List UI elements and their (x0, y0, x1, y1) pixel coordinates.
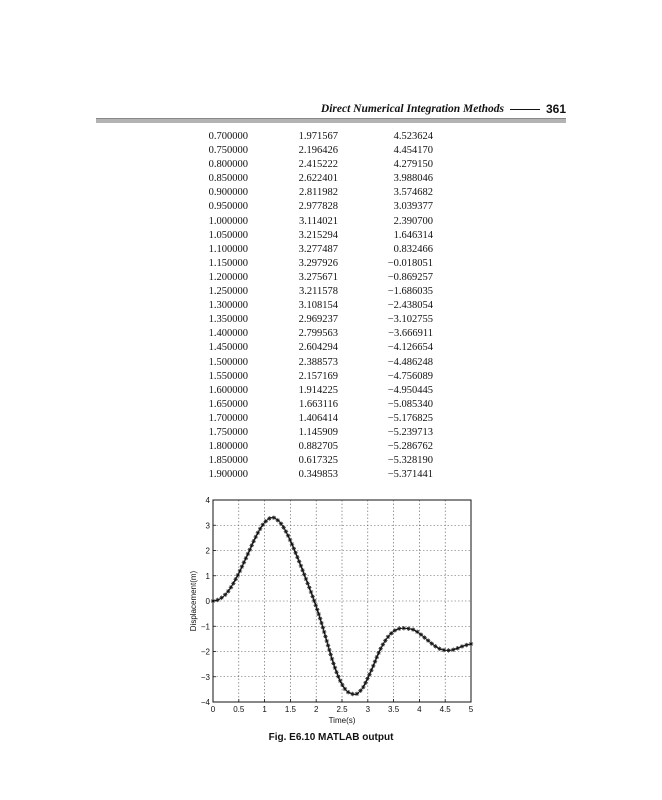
table-row (150, 243, 433, 257)
table-cell-velocity: −5.239713 (387, 426, 433, 438)
table-cell-displacement: 2.388573 (298, 356, 338, 368)
table-cell-time: 1.500000 (208, 356, 248, 368)
x-tick-label: 0 (210, 705, 216, 714)
series-marker (363, 681, 367, 685)
series-marker (371, 664, 375, 668)
table-cell-time: 0.750000 (208, 145, 248, 157)
table-cell-displacement: 2.415222 (298, 159, 338, 171)
series-marker (284, 529, 288, 533)
x-tick-label: 2 (313, 705, 319, 714)
table-cell-time: 1.400000 (208, 328, 248, 340)
series-marker (365, 676, 369, 680)
table-cell-velocity: −5.371441 (387, 469, 433, 481)
series-marker (314, 603, 318, 607)
series-marker (246, 552, 250, 556)
table-cell-displacement: 1.971567 (298, 131, 338, 142)
series-marker (373, 659, 377, 663)
series-marker (406, 626, 410, 630)
series-marker (264, 519, 268, 523)
y-tick-label: −4 (200, 698, 210, 707)
table-cell-time: 1.300000 (208, 300, 248, 312)
table-cell-displacement: 2.811982 (299, 187, 338, 199)
table-cell-velocity: −4.950445 (387, 384, 433, 396)
series-marker (328, 652, 332, 656)
table-row (150, 299, 433, 313)
table-row (150, 285, 433, 299)
series-marker (464, 643, 468, 647)
series-marker (238, 569, 242, 573)
series-marker (369, 668, 373, 672)
table-cell-time: 1.750000 (208, 426, 248, 438)
table-cell-velocity: 4.454170 (393, 145, 433, 157)
table-cell-time: 1.100000 (208, 243, 248, 255)
series-marker (419, 632, 423, 636)
table-cell-time: 1.850000 (208, 455, 248, 467)
series-marker (304, 577, 308, 581)
table-cell-displacement: 2.157169 (298, 370, 338, 382)
table-cell-displacement: 0.617325 (298, 455, 338, 467)
table-cell-time: 1.200000 (208, 271, 248, 283)
table-cell-displacement: 2.622401 (298, 173, 338, 185)
y-tick-label: −2 (200, 647, 210, 657)
displacement-plot (186, 494, 486, 730)
series-marker (317, 612, 321, 616)
series-marker (281, 525, 285, 529)
series-marker (319, 621, 323, 625)
table-cell-time: 1.000000 (208, 215, 248, 227)
table-cell-velocity: 3.039377 (393, 201, 433, 213)
series-marker (211, 599, 215, 603)
table-cell-displacement: 2.969237 (298, 314, 338, 326)
series-marker (336, 674, 340, 678)
series-marker (299, 564, 303, 568)
header-rule (96, 118, 566, 123)
table-row (150, 468, 433, 482)
series-marker (376, 651, 380, 655)
table-cell-time: 1.550000 (208, 370, 248, 382)
series-marker (248, 548, 252, 552)
data-table-body (150, 130, 433, 482)
series-marker (323, 634, 327, 638)
table-cell-time: 1.150000 (208, 257, 248, 269)
series-marker (318, 616, 322, 620)
series-marker (240, 565, 244, 569)
table-cell-time: 1.450000 (208, 342, 248, 354)
table-cell-time: 1.700000 (208, 412, 248, 424)
x-tick-label: 3.5 (388, 705, 400, 714)
series-marker (302, 572, 306, 576)
series-marker (295, 555, 299, 559)
y-tick-label: 4 (205, 496, 210, 505)
table-cell-velocity: 1.646314 (393, 229, 433, 241)
y-tick-label: −3 (200, 672, 210, 682)
x-axis-label: Time(s) (328, 716, 356, 725)
table-cell-displacement: 3.277487 (298, 243, 338, 255)
series-marker (279, 521, 283, 525)
series-marker (254, 535, 258, 539)
series-marker (350, 692, 354, 696)
x-tick-label: 4 (417, 705, 422, 714)
table-cell-time: 0.850000 (208, 173, 248, 185)
series-marker (375, 655, 379, 659)
table-cell-velocity: −5.176825 (387, 412, 433, 424)
table-cell-displacement: 3.108154 (298, 300, 338, 312)
series-marker (402, 626, 406, 630)
table-cell-velocity: −5.085340 (387, 398, 433, 410)
series-marker (244, 556, 248, 560)
series-marker (310, 594, 314, 598)
series-marker (215, 598, 219, 602)
table-row (150, 257, 433, 271)
table-row (150, 412, 433, 426)
table-cell-velocity: −5.286762 (387, 441, 433, 453)
y-tick-label: 1 (205, 571, 210, 581)
series-marker (233, 577, 237, 581)
table-cell-displacement: 1.406414 (298, 412, 338, 424)
data-table (150, 130, 433, 482)
series-marker (251, 539, 255, 543)
table-row (150, 356, 433, 370)
series-marker (292, 546, 296, 550)
series-marker (333, 666, 337, 670)
table-cell-time: 1.350000 (208, 314, 248, 326)
series-marker (297, 559, 301, 563)
table-cell-displacement: 2.196426 (298, 145, 338, 157)
table-cell-velocity: −4.756089 (387, 370, 433, 382)
table-cell-time: 0.800000 (208, 159, 248, 171)
table-cell-velocity: 3.988046 (393, 173, 433, 185)
table-cell-time: 1.250000 (208, 286, 248, 298)
table-cell-velocity: 3.574682 (393, 187, 433, 199)
table-row (150, 454, 433, 468)
series-marker (381, 642, 385, 646)
series-marker (386, 635, 390, 639)
table-cell-displacement: 0.349853 (298, 469, 338, 481)
x-tick-label: 1.5 (284, 705, 296, 714)
series-marker (307, 585, 311, 589)
series-marker (446, 648, 450, 652)
series-marker (322, 630, 326, 634)
running-title: Direct Numerical Integration Methods (320, 103, 504, 115)
table-cell-time: 0.700000 (208, 131, 248, 142)
series-marker (397, 626, 401, 630)
table-cell-time: 1.800000 (208, 441, 248, 453)
series-marker (330, 657, 334, 661)
table-cell-displacement: 3.275671 (298, 271, 338, 283)
table-row (150, 144, 433, 158)
series-marker (267, 516, 271, 520)
table-cell-velocity: −4.126654 (387, 342, 433, 354)
y-tick-label: 3 (205, 521, 210, 531)
table-row (150, 426, 433, 440)
series-marker (305, 581, 309, 585)
table-cell-displacement: 3.215294 (298, 229, 338, 241)
table-row (150, 271, 433, 285)
table-cell-displacement: 1.145909 (298, 426, 338, 438)
series-marker (355, 692, 359, 696)
table-row (150, 229, 433, 243)
running-head (96, 102, 566, 116)
table-cell-displacement: 2.799563 (298, 328, 338, 340)
x-tick-label: 3 (365, 705, 371, 714)
table-cell-velocity: 0.832466 (393, 243, 433, 255)
table-cell-displacement: 3.297926 (298, 257, 338, 269)
series-marker (326, 643, 330, 647)
table-cell-velocity: 4.523624 (393, 131, 433, 142)
plot-grid (213, 500, 471, 702)
series-marker (325, 639, 329, 643)
table-cell-time: 1.900000 (208, 469, 248, 481)
series-marker (293, 551, 297, 555)
table-cell-velocity: 4.279150 (393, 159, 433, 171)
table-row (150, 327, 433, 341)
running-head-dash (510, 109, 540, 110)
table-cell-time: 1.650000 (208, 398, 248, 410)
table-row (150, 130, 433, 144)
table-cell-time: 1.600000 (208, 384, 248, 396)
y-tick-label: 0 (205, 597, 210, 606)
table-cell-velocity: −2.438054 (387, 300, 433, 312)
series-marker (378, 646, 382, 650)
page-number: 361 (545, 102, 566, 116)
table-cell-displacement: 1.914225 (298, 384, 338, 396)
table-row (150, 440, 433, 454)
x-tick-label: 4.5 (439, 705, 451, 714)
y-axis-label: Displacement(m) (189, 570, 198, 632)
table-row (150, 384, 433, 398)
series-marker (451, 647, 455, 651)
series-marker (340, 683, 344, 687)
series-marker (361, 685, 365, 689)
table-cell-displacement: 0.882705 (298, 441, 338, 453)
table-cell-velocity: −5.328190 (387, 455, 433, 467)
series-marker (250, 543, 254, 547)
series-marker (327, 648, 331, 652)
table-cell-displacement: 3.114021 (299, 215, 338, 227)
table-cell-time: 0.950000 (208, 201, 248, 213)
series-marker (256, 531, 260, 535)
plot-ticks (201, 496, 474, 714)
series-marker (288, 538, 292, 542)
series-marker (300, 568, 304, 572)
table-cell-displacement: 1.663116 (299, 398, 338, 410)
series-marker (426, 638, 430, 642)
x-tick-label: 5 (468, 705, 474, 714)
x-tick-label: 2.5 (336, 705, 348, 714)
series-marker (236, 573, 240, 577)
table-cell-velocity: −0.018051 (387, 257, 433, 269)
table-cell-displacement: 2.604294 (298, 342, 338, 354)
series-marker (321, 625, 325, 629)
table-row (150, 370, 433, 384)
table-row (150, 313, 433, 327)
series-marker (334, 670, 338, 674)
figure-caption: Fig. E6.10 MATLAB output (268, 732, 394, 743)
series-marker (242, 560, 246, 564)
series-marker (312, 599, 316, 603)
table-row (150, 215, 433, 229)
series-marker (411, 627, 415, 631)
series-marker (331, 661, 335, 665)
y-tick-label: 2 (205, 546, 210, 556)
x-tick-label: 0.5 (233, 705, 245, 714)
series-marker (286, 534, 290, 538)
table-cell-displacement: 3.211578 (299, 286, 338, 298)
table-cell-velocity: −4.486248 (387, 356, 433, 368)
table-row (150, 186, 433, 200)
series-marker (460, 644, 464, 648)
table-cell-velocity: −3.102755 (387, 314, 433, 326)
table-row (150, 200, 433, 214)
x-tick-label: 1 (262, 705, 267, 714)
series-marker (437, 647, 441, 651)
table-row (150, 172, 433, 186)
series-marker (315, 607, 319, 611)
series-marker (309, 590, 313, 594)
series-marker (415, 630, 419, 634)
series-marker (272, 515, 276, 519)
table-cell-velocity: −3.666911 (388, 328, 433, 340)
table-cell-velocity: −0.869257 (387, 271, 433, 283)
table-cell-displacement: 2.977828 (298, 201, 338, 213)
table-row (150, 341, 433, 355)
series-marker (358, 689, 362, 693)
series-marker (455, 646, 459, 650)
table-row (150, 158, 433, 172)
table-cell-time: 1.050000 (208, 229, 248, 241)
table-cell-time: 0.900000 (208, 187, 248, 199)
series-marker (229, 585, 233, 589)
table-cell-velocity: 2.390700 (393, 215, 433, 227)
y-tick-label: −1 (200, 622, 210, 632)
series-marker (469, 642, 473, 646)
series-marker (231, 581, 235, 585)
table-cell-velocity: −1.686035 (387, 286, 433, 298)
table-row (150, 398, 433, 412)
